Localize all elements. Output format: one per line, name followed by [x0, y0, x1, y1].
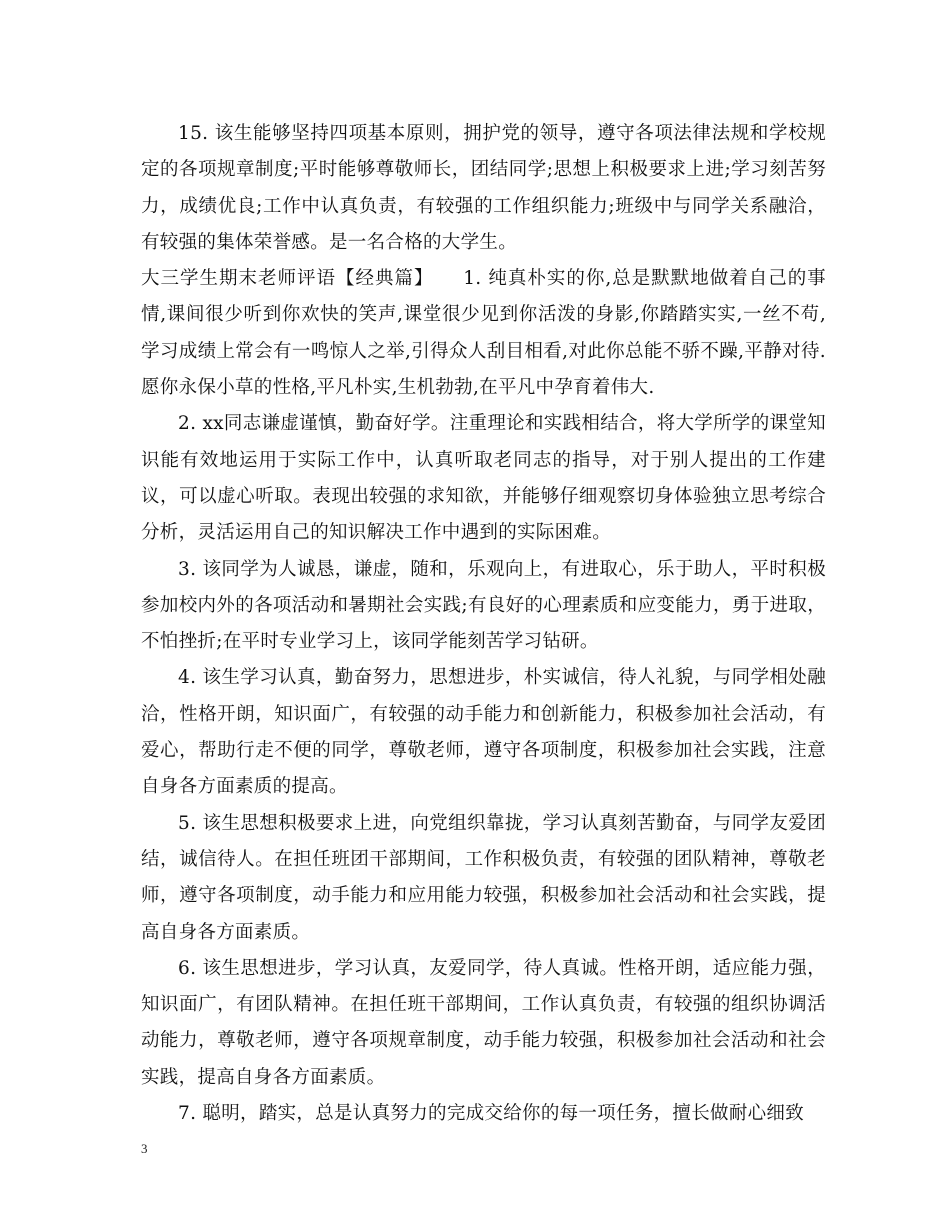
paragraph-item-3: 3. 该同学为人诚恳，谦虚，随和，乐观向上，有进取心，乐于助人，平时积极参加校内外的各项活动和暑期社会实践;有良好的心理素质和应变能力，勇于进取，不怕挫折;在平时专业学习上，该同学能刻苦学习钻研。	[141, 558, 826, 653]
page-number: 3	[141, 1141, 148, 1156]
document-body	[141, 116, 826, 1132]
paragraph-item-7: 7. 聪明，踏实，总是认真努力的完成交给你的每一项任务，擅长做耐心细致	[178, 1103, 805, 1125]
paragraph-item-6: 6. 该生思想进步，学习认真，友爱同学，待人真诚。性格开朗，适应能力强，知识面广，有团队精神。在担任班干部期间，工作认真负责，有较强的组织协调活动能力，尊敬老师，遵守各项规章制度，动手能力较强，积极参加社会活动和社会实践，提高自身各方面素质。	[141, 957, 826, 1088]
paragraph-item-4: 4. 该生学习认真，勤奋努力，思想进步，朴实诚信，待人礼貌，与同学相处融洽，性格开朗，知识面广，有较强的动手能力和创新能力，积极参加社会活动，有爱心，帮助行走不便的同学，尊敬老师，遵守各项制度，积极参加社会实践，注意自身各方面素质的提高。	[141, 667, 826, 798]
paragraph-item-2: 2. xx同志谦虚谨慎，勤奋好学。注重理论和实践相结合，将大学所学的课堂知识能有效地运用于实际工作中，认真听取老同志的指导，对于别人提出的工作建议，可以虚心听取。表现出较强的求知欲，并能够仔细观察切身体验独立思考综合分析，灵活运用自己的知识解决工作中遇到的实际困难。	[141, 413, 826, 544]
paragraph-item-5: 5. 该生思想积极要求上进，向党组织靠拢，学习认真刻苦勤奋，与同学友爱团结，诚信待人。在担任班团干部期间，工作积极负责，有较强的团队精神，尊敬老师，遵守各项制度，动手能力和应用能力较强，积极参加社会活动和社会实践，提高自身各方面素质。	[141, 812, 826, 943]
paragraph-item-15: 15. 该生能够坚持四项基本原则，拥护党的领导，遵守各项法律法规和学校规定的各项规章制度;平时能够尊敬师长，团结同学;思想上积极要求上进;学习刻苦努力，成绩优良;工作中认真负责，有较强的工作组织能力;班级中与同学关系融洽，有较强的集体荣誉感。是一名合格的大学生。	[141, 123, 826, 253]
paragraph-section-heading-item-1: 大三学生期末老师评语【经典篇】 1. 纯真朴实的你,总是默默地做着自己的事情,课间很少听到你欢快的笑声,课堂很少见到你活泼的身影,你踏踏实实,一丝不苟,学习成绩上常会有一鸣惊人之举,引得众人刮目相看,对此你总能不骄不躁,平静对待.愿你永保小草的性格,平凡朴实,生机勃勃,在平凡中孕育着伟大.	[141, 268, 826, 399]
